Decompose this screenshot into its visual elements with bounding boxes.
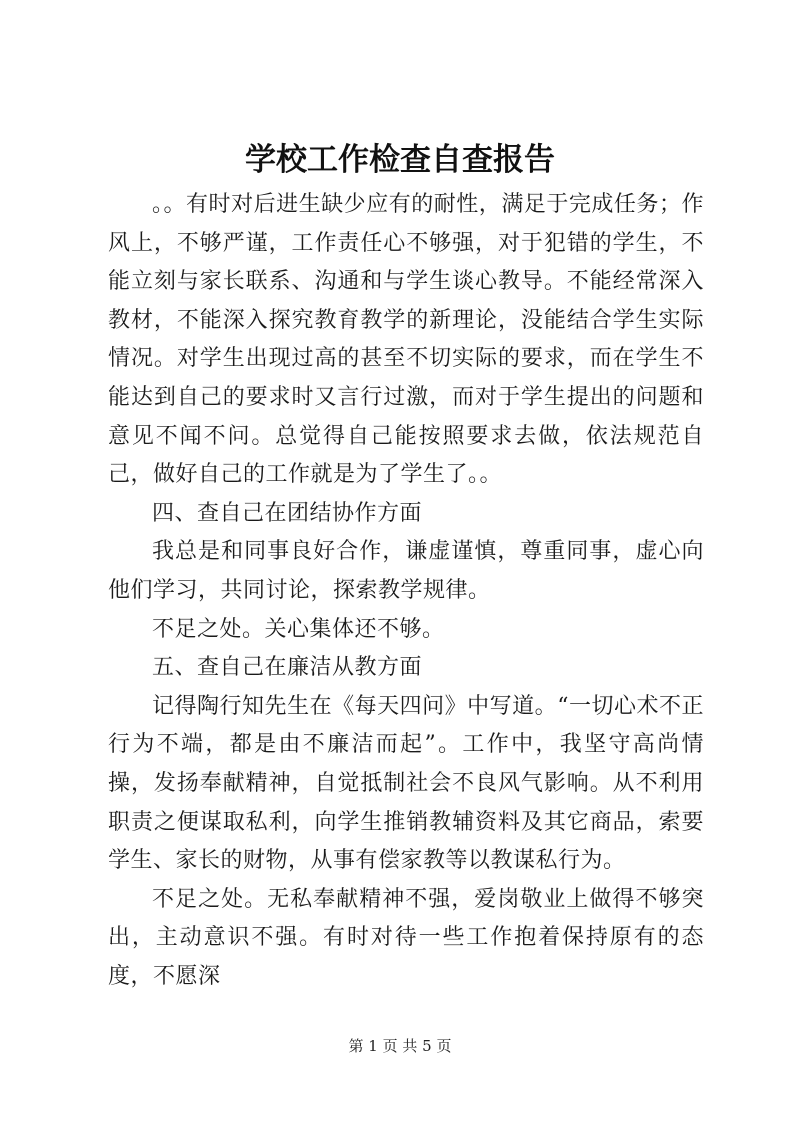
section-heading: 四、查自己在团结协作方面 [152,500,423,526]
paragraph: 。。有时对后进生缺少应有的耐性，满足于完成任务；作风上，不够严谨，工作责任心不够强，对于犯错的学生，不能立刻与家长联系、沟通和与学生谈心教导。不能经常深入教材，不能深入探究教育教学的新理论，没能结合学生实际情况。对学生出现过高的甚至不切实际的要求，而在学生不能达到自己的要求时又言行过激，而对于学生提出的问题和意见不闻不问。总觉得自己能按照要求去做，依法规范自己，做好自己的工作就是为了学生了。。 [108,192,704,488]
paragraph: 我总是和同事良好合作，谦虚谨慎，尊重同事，虚心向他们学习，共同讨论，探索教学规律。 [108,539,704,603]
document-title: 学校工作检查自查报告 [245,142,555,178]
paragraph: 记得陶行知先生在《每天四问》中写道。“一切心术不正行为不端，都是由不廉洁而起”。工作中，我坚守高尚情操，发扬奉献精神，自觉抵制社会不良风气影响。从不利用职责之便谋取私利，向学生推销教辅资料及其它商品，索要学生、家长的财物，从事有偿家教等以教谋私行为。 [108,693,704,874]
paragraph: 不足之处。关心集体还不够。 [152,616,445,642]
section-heading: 五、查自己在廉洁从教方面 [152,655,423,681]
paragraph: 不足之处。无私奉献精神不强，爱岗敬业上做得不够突出，主动意识不强。有时对待一些工作抱着保持原有的态度，不愿深 [108,886,704,989]
page-footer: 第 1 页 共 5 页 [348,1037,452,1055]
document-body [108,186,704,996]
